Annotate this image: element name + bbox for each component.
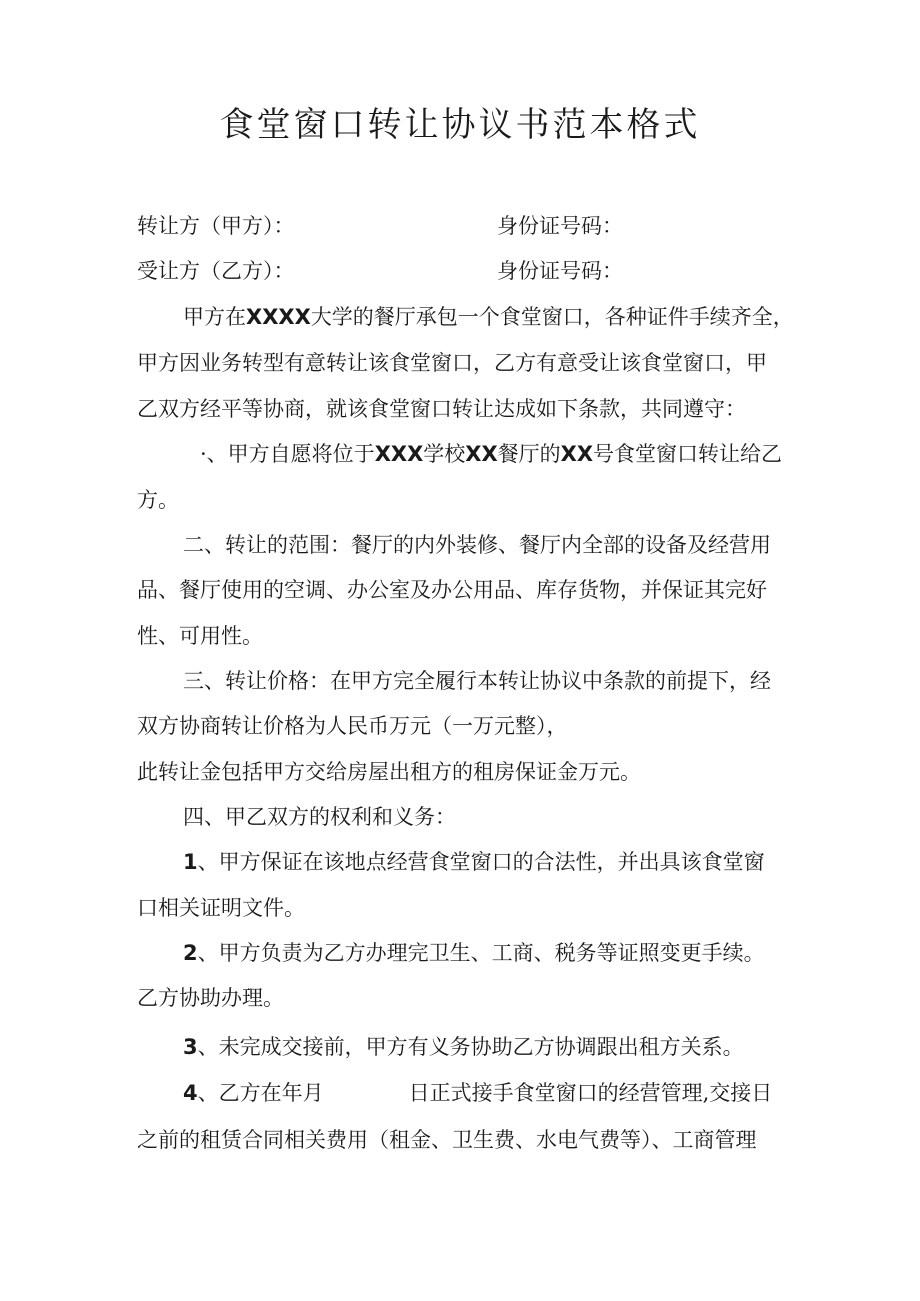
item-2-text: 、甲方负责为乙方办理完卫生、工商、税务等证照变更手续。 <box>197 941 765 965</box>
item-2-number: 2 <box>183 941 198 965</box>
university-placeholder: XXXX <box>246 305 311 329</box>
clause-4-heading: 四、甲乙双方的权利和义务： <box>183 805 456 829</box>
item-3-number: 3 <box>183 1035 198 1059</box>
intro-line-2: 甲方因业务转型有意转让该食堂窗口，乙方有意受让该食堂窗口，甲 <box>137 351 767 375</box>
clause-4-item-2-line-1 <box>183 930 765 976</box>
clause-3-line-2: 双方协商转让价格为人民币万元（一万元整）， <box>137 714 568 738</box>
item-4-text-date: 、乙方在年月 <box>197 1081 324 1105</box>
clause-2-line-1: 二、转让的范围：餐厅的内外装修、餐厅内全部的设备及经营用 <box>183 533 771 557</box>
clause-4-item-3-line-1 <box>183 1024 744 1070</box>
window-number-placeholder: XX <box>560 442 594 466</box>
document-title: 食堂窗口转让协议书范本格式 <box>219 105 701 145</box>
clause-1-text-window: 号食堂窗口转让给乙 <box>593 442 783 466</box>
item-3-text: 、未完成交接前，甲方有义务协助乙方协调跟出租方关系。 <box>197 1035 744 1059</box>
school-placeholder: XXX <box>374 442 424 466</box>
clause-1-line-2: 方。 <box>137 488 179 512</box>
clause-1-text-school: 学校 <box>423 442 466 466</box>
clause-1-bullet: ·、甲方自愿将位于 <box>200 442 375 466</box>
transferee-id-label: 身份证号码： <box>497 259 623 283</box>
clause-1-line-1 <box>200 431 782 477</box>
clause-2-line-3: 性、可用性。 <box>137 624 263 648</box>
clause-4-item-1-line-1 <box>183 839 765 885</box>
clause-4-item-1-line-2: 口相关证明文件。 <box>137 896 305 920</box>
item-4-text-takeover: 日正式接手食堂窗口的经营管理,交接日 <box>408 1081 773 1105</box>
transferor-label: 转让方（甲方）： <box>137 214 295 238</box>
clause-4-item-2-line-2: 乙方协助办理。 <box>137 986 284 1010</box>
item-1-number: 1 <box>183 850 198 874</box>
item-4-number: 4 <box>183 1081 198 1105</box>
clause-4-item-4-line-1 <box>183 1070 772 1116</box>
clause-3-line-3: 此转让金包括甲方交给房屋出租方的租房保证金万元。 <box>137 760 641 784</box>
intro-text-c: 大学的餐厅承包一个食堂窗口，各种证件手续齐全， <box>310 305 794 329</box>
intro-text-a: 甲方在 <box>183 305 246 329</box>
clause-2-line-2: 品、餐厅使用的空调、办公室及办公用品、库存货物，并保证其完好 <box>137 578 767 602</box>
intro-line-3: 乙双方经平等协商，就该食堂窗口转让达成如下条款，共同遵守： <box>137 397 746 421</box>
transferee-label: 受让方（乙方）： <box>137 259 295 283</box>
item-1-text: 、甲方保证在该地点经营食堂窗口的合法性，并出具该食堂窗 <box>197 850 765 874</box>
transferor-id-label: 身份证号码： <box>497 214 623 238</box>
clause-3-line-1: 三、转让价格：在甲方完全履行本转让协议中条款的前提下，经 <box>183 669 771 693</box>
clause-1-text-canteen: 餐厅的 <box>497 442 561 466</box>
intro-line-1 <box>183 294 794 340</box>
clause-4-item-4-line-2: 之前的租赁合同相关费用（租金、卫生费、水电气费等）、工商管理 <box>137 1128 757 1152</box>
canteen-placeholder: XX <box>465 442 498 466</box>
